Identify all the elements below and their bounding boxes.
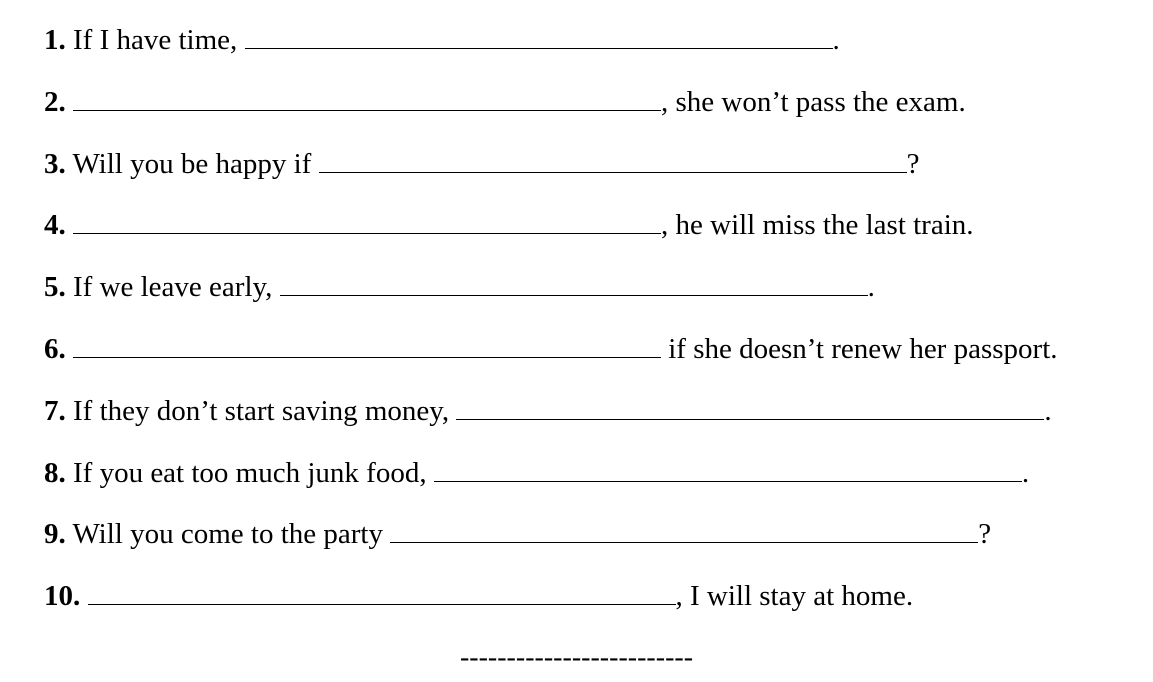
item-number: 8. [44,456,66,489]
item-text-after: , she won’t pass the exam. [661,85,966,118]
item-number: 7. [44,394,66,427]
item-text-after: . [832,24,840,56]
answer-blank[interactable] [73,207,661,234]
answer-blank[interactable] [73,84,661,111]
item-number: 1. [44,24,66,56]
item-text-before: If you eat too much junk food, [65,456,434,489]
item-text-before: If we leave early, [65,271,280,304]
item-number: 4. [44,209,66,242]
item-text-before [80,580,87,612]
item-text-before [66,86,73,118]
answer-blank[interactable] [456,393,1044,420]
item-text-after: ? [978,518,992,551]
exercise-item [44,327,1134,389]
item-number: 6. [44,332,66,365]
footer-divider: ------------------------- [459,642,694,673]
item-text-after: . [1044,394,1052,427]
item-text-before: If they don’t start saving money, [65,394,457,427]
answer-blank[interactable] [390,516,978,543]
exercise-item [44,142,1134,204]
answer-blank[interactable] [88,578,676,605]
item-text-after: . [1021,456,1030,489]
answer-blank[interactable] [280,269,868,296]
item-text-after: if she doesn’t renew her passport. [661,332,1058,365]
exercise-item [44,574,1134,636]
item-number: 5. [44,271,66,304]
item-text-before [66,209,73,241]
item-number: 3. [44,147,66,180]
item-text-before: Will you be happy if [65,147,319,180]
exercise-item [44,265,1134,327]
item-number: 2. [44,85,66,118]
answer-blank[interactable] [434,455,1022,482]
item-text-before [66,333,73,365]
item-number: 9. [44,518,66,551]
answer-blank[interactable] [73,331,661,358]
item-text-after: , I will stay at home. [675,580,914,613]
exercise-item [44,512,1134,574]
item-text-before: Will you come to the party [65,518,391,551]
item-number: 10. [44,580,81,613]
exercise-item [44,389,1134,451]
exercise-sheet [44,18,1134,636]
item-text-after: . [867,271,875,304]
item-text-after: , he will miss the last train. [661,209,974,242]
answer-blank[interactable] [245,22,833,49]
item-text-before: If I have time, [65,24,245,56]
item-text-after: ? [906,147,920,180]
answer-blank[interactable] [319,146,907,173]
exercise-item [44,203,1134,265]
exercise-item [44,18,1134,80]
exercise-item [44,80,1134,142]
exercise-item [44,451,1134,513]
